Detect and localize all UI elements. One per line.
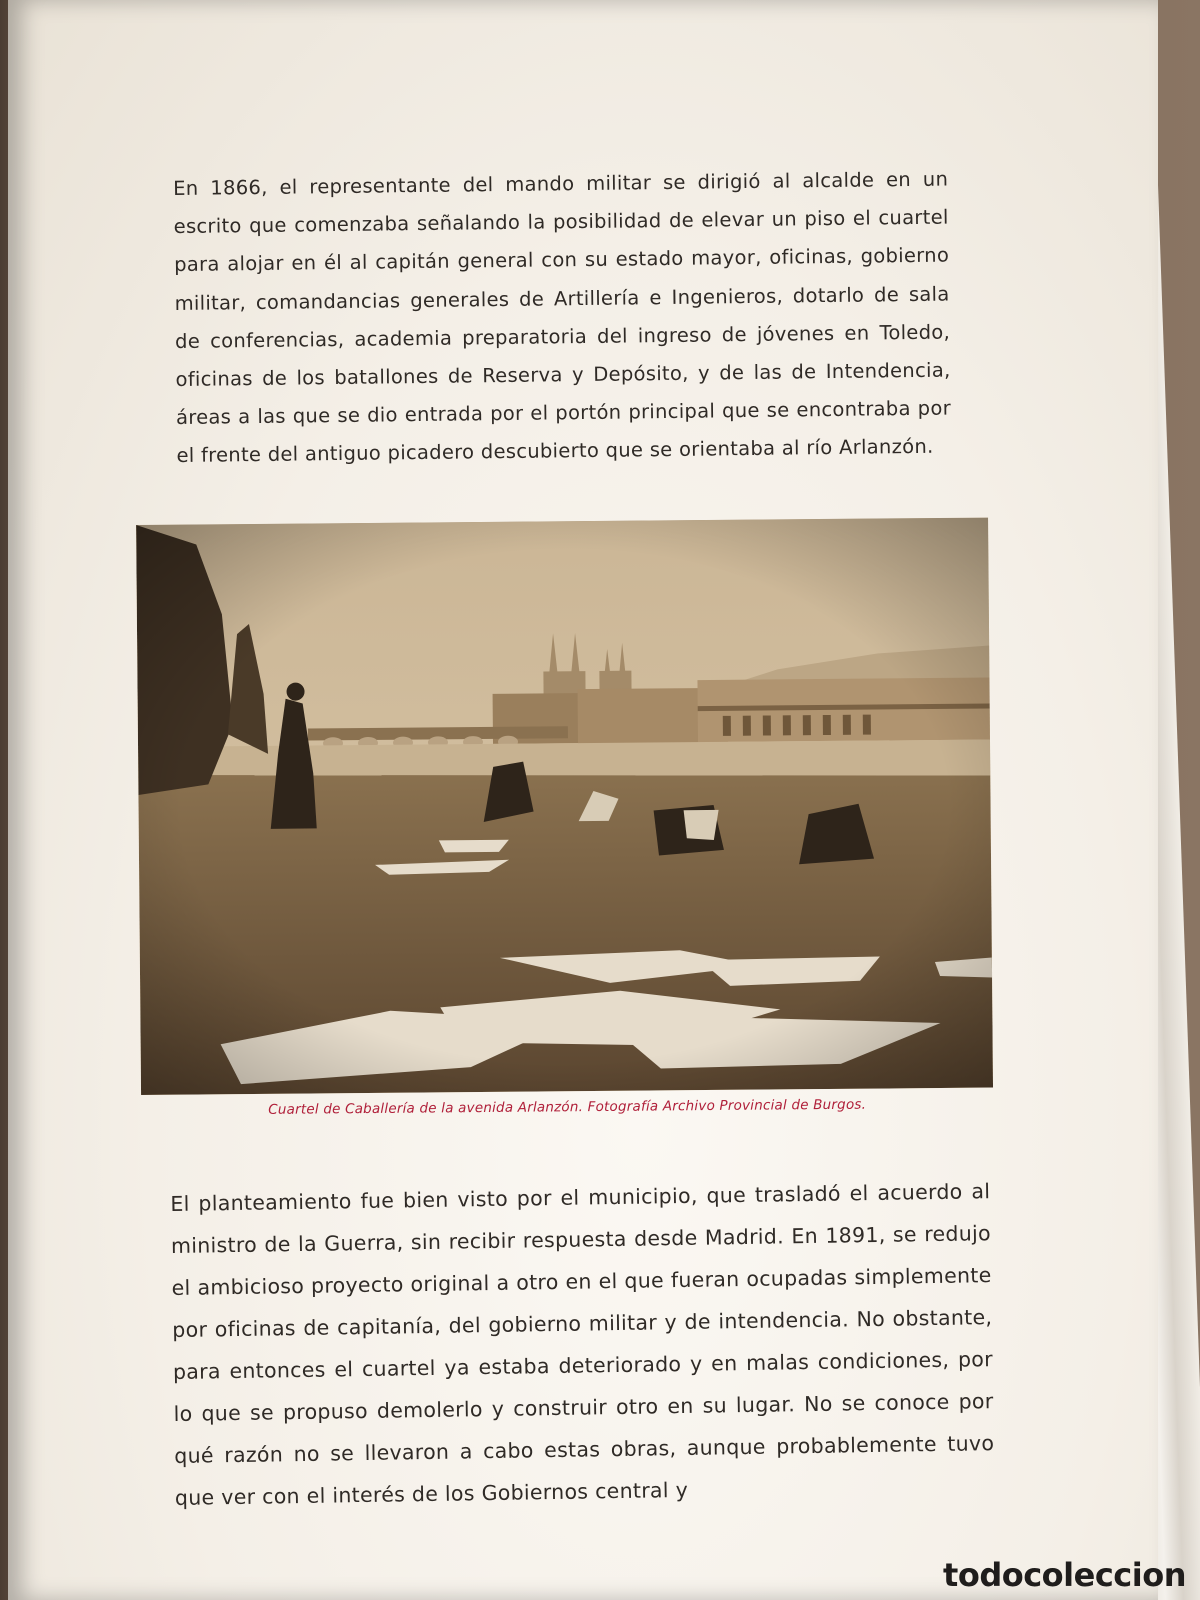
historic-photograph <box>136 518 993 1095</box>
figure-caption: Cuartel de Caballería de la avenida Arlanzón. Fotografía Archivo Provincial de Burgos. <box>268 1096 867 1118</box>
todocoleccion-watermark: todocoleccion <box>943 1556 1186 1594</box>
sepia-photo-illustration <box>136 518 993 1095</box>
figure <box>136 508 993 1118</box>
paragraph-1: En 1866, el representante del mando militar se dirigió al alcalde en un escrito que comenzaba señalando la posibilidad de elevar un piso el cuartel para alojar en él al capitán general con su estado mayor, oficinas, gobierno militar, comandancias generales de Artillería e Ingenieros, dotarlo de sala de conferencias, academia preparatoria del ingreso de jóvenes en Toledo, oficinas de los batallones de Reserva y Depósito, y de las de Intendencia, áreas a las que se dio entrada por el portón principal que se encontraba por el frente del antiguo picadero descubierto que se orientaba al río Arlanzón. <box>173 167 952 467</box>
book-page <box>8 0 1158 1600</box>
paragraph-2: El planteamiento fue bien visto por el municipio, que trasladó el acuerdo al ministro de la Guerra, sin recibir respuesta desde Madrid. En 1891, se redujo el ambicioso proyecto original a otro en el que fueran ocupadas simplemente por oficinas de capitanía, del gobierno militar y de intendencia. No obstante, para entonces el cuartel ya estaba deteriorado y en malas condiciones, por lo que se propuso demolerlo y construir otro en su lugar. No se conoce por qué razón no se llevaron a cabo estas obras, aunque probablemente tuvo que ver con el interés de los Gobiernos central y <box>170 1178 995 1510</box>
